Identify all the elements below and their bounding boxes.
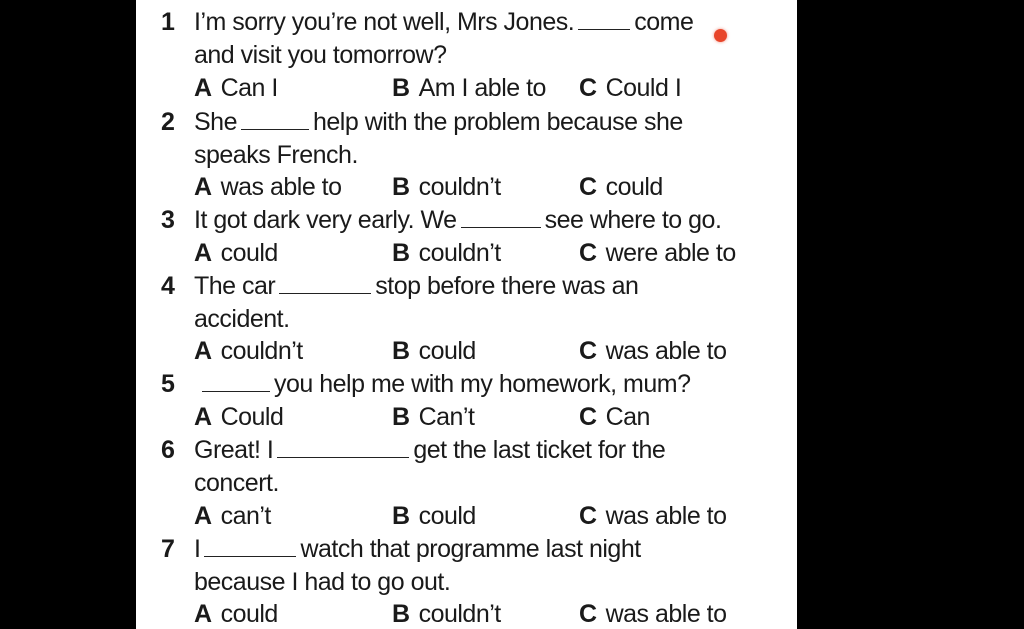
question-text: It got dark very early. We see where to go. (194, 206, 722, 234)
option-b: B could (392, 502, 476, 530)
option-a: A could (194, 239, 278, 267)
option-c: C was able to (579, 600, 727, 628)
option-a: A could (194, 600, 278, 628)
answer-blank (461, 207, 541, 228)
answer-blank (202, 371, 270, 392)
option-c: C Could I (579, 74, 682, 102)
option-b: B Am I able to (392, 74, 546, 102)
option-c: C were able to (579, 239, 736, 267)
option-b: B couldn’t (392, 173, 501, 201)
question-text-continued: and visit you tomorrow? (194, 41, 447, 69)
answer-blank (277, 437, 409, 458)
option-a: A was able to (194, 173, 342, 201)
question-text: She help with the problem because she (194, 108, 683, 136)
option-a: A can’t (194, 502, 271, 530)
worksheet-page (136, 0, 797, 629)
option-a: A couldn’t (194, 337, 303, 365)
question-number: 7 (161, 535, 175, 563)
question-text-continued: because I had to go out. (194, 568, 451, 596)
option-c: C was able to (579, 337, 727, 365)
question-number: 3 (161, 206, 175, 234)
option-c: C Can (579, 403, 650, 431)
answer-blank (279, 273, 371, 294)
question-number: 4 (161, 272, 175, 300)
option-a: A Could (194, 403, 284, 431)
question-number: 1 (161, 8, 175, 36)
question-text: Great! I get the last ticket for the (194, 436, 666, 464)
option-b: B couldn’t (392, 600, 501, 628)
question-text: I watch that programme last night (194, 535, 641, 563)
answer-blank (204, 536, 296, 557)
question-text: you help me with my homework, mum? (194, 368, 690, 400)
question-number: 5 (161, 370, 175, 398)
answer-blank (241, 109, 309, 130)
option-c: C was able to (579, 502, 727, 530)
option-b: B couldn’t (392, 239, 501, 267)
cursor-dot (714, 29, 727, 42)
option-a: A Can I (194, 74, 278, 102)
answer-blank (578, 9, 630, 30)
question-number: 2 (161, 108, 175, 136)
option-c: C could (579, 173, 663, 201)
question-text-continued: concert. (194, 469, 279, 497)
question-text-continued: speaks French. (194, 141, 358, 169)
question-text-continued: accident. (194, 305, 290, 333)
question-text: I’m sorry you’re not well, Mrs Jones. come (194, 8, 694, 36)
question-number: 6 (161, 436, 175, 464)
question-text: The car stop before there was an (194, 272, 639, 300)
option-b: B Can’t (392, 403, 475, 431)
option-b: B could (392, 337, 476, 365)
